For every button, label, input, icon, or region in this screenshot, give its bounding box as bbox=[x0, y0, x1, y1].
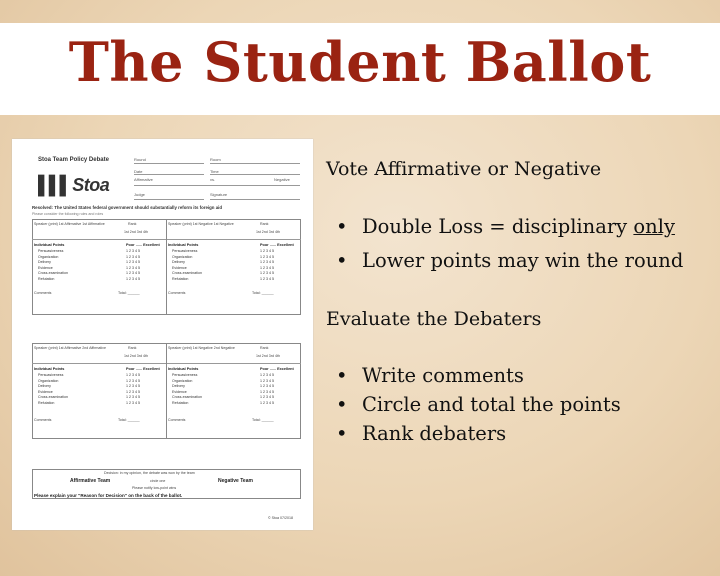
bullet-text: Rank debaters bbox=[362, 422, 507, 445]
bullet-marker: • bbox=[336, 215, 348, 238]
speaker-1a: Speaker (print) 1st Affirmative 1st Affirmative bbox=[34, 222, 105, 226]
rank-2n: Rank bbox=[260, 346, 269, 350]
field-negative: Negative bbox=[274, 177, 290, 182]
rank-values-2a: 1st 2nd 3rd 4th bbox=[124, 354, 148, 358]
comments-2: Comments bbox=[168, 291, 186, 295]
bullet-write-comments bbox=[336, 364, 524, 387]
bullet-text: Write comments bbox=[362, 364, 524, 387]
bullet-circle-points bbox=[336, 393, 621, 416]
resolution: Resolved: The United States federal government should substantially reform its foreign aid bbox=[32, 205, 223, 210]
section2-heading: Evaluate the Debaters bbox=[326, 308, 542, 330]
bullet-double-loss bbox=[336, 215, 675, 238]
field-judge: Judge bbox=[134, 192, 145, 197]
bullet-text: Lower points may win the round bbox=[362, 249, 684, 272]
points-header-3: Individual Points bbox=[34, 367, 65, 371]
neg-team: Negative Team bbox=[218, 478, 253, 484]
ballot-footer: © Stoa 07/2018 bbox=[268, 516, 294, 520]
ballot-image bbox=[12, 139, 313, 530]
bullet-marker: • bbox=[336, 364, 348, 387]
circle-one: circle one bbox=[150, 479, 166, 483]
rank-values-2n: 1st 2nd 3rd 4th bbox=[256, 354, 280, 358]
scale-list-1: 1 2 3 4 5 1 2 3 4 5 1 2 3 4 5 1 2 3 4 5 1 2 3 4 5 1 2 3 4 5 bbox=[126, 249, 140, 281]
stoa-logo-text: Stoa bbox=[72, 175, 110, 195]
field-vs: vs. bbox=[210, 177, 216, 182]
scale-header-2: Poor ...... Excellent bbox=[260, 243, 294, 247]
bullet-text: Double Loss = disciplinary bbox=[362, 215, 634, 238]
stoa-logo bbox=[38, 175, 109, 196]
slide-title: The Student Ballot bbox=[68, 30, 652, 94]
field-room: Room bbox=[210, 157, 221, 162]
criteria-list-3: Persuasiveness Organization Delivery Evidence Cross-examination Refutation bbox=[38, 373, 68, 405]
bullet-marker: • bbox=[336, 393, 348, 416]
field-affirmative: Affirmative bbox=[134, 177, 153, 182]
criteria-list-1: Persuasiveness Organization Delivery Evidence Cross-examination Refutation bbox=[38, 249, 68, 281]
rank-values-1a: 1st 2nd 3rd 4th bbox=[124, 230, 148, 234]
points-header-4: Individual Points bbox=[168, 367, 199, 371]
bullet-emphasis: only bbox=[633, 215, 675, 238]
explain-line: Please explain your "Reason for Decision" on the back of the ballot. bbox=[34, 493, 183, 498]
field-time: Time bbox=[210, 169, 219, 174]
scale-list-3: 1 2 3 4 5 1 2 3 4 5 1 2 3 4 5 1 2 3 4 5 1 2 3 4 5 1 2 3 4 5 bbox=[126, 373, 140, 405]
criteria-list-2: Persuasiveness Organization Delivery Evidence Cross-examination Refutation bbox=[172, 249, 202, 281]
points-header-1: Individual Points bbox=[34, 243, 65, 247]
scale-header-3: Poor ...... Excellent bbox=[126, 367, 160, 371]
scale-header-4: Poor ...... Excellent bbox=[260, 367, 294, 371]
speaker-2n: Speaker (print) 1st Negative 2nd Negative bbox=[168, 346, 235, 350]
section1-heading: Vote Affirmative or Negative bbox=[326, 158, 602, 180]
bullet-text: Circle and total the points bbox=[362, 393, 621, 416]
bullet-rank-debaters bbox=[336, 422, 506, 445]
total-3: Total: ______ bbox=[118, 418, 140, 422]
rank-2a: Rank bbox=[128, 346, 137, 350]
bullet-marker: • bbox=[336, 422, 348, 445]
bullet-marker: • bbox=[336, 249, 348, 272]
speaker-1n: Speaker (print) 1st Negative 1st Negative bbox=[168, 222, 234, 226]
scale-list-2: 1 2 3 4 5 1 2 3 4 5 1 2 3 4 5 1 2 3 4 5 1 2 3 4 5 1 2 3 4 5 bbox=[260, 249, 274, 281]
scale-header-1: Poor ...... Excellent bbox=[126, 243, 160, 247]
rank-1n: Rank bbox=[260, 222, 269, 226]
rank-values-1n: 1st 2nd 3rd 4th bbox=[256, 230, 280, 234]
ballot-header: Stoa Team Policy Debate bbox=[38, 157, 109, 163]
field-date: Date bbox=[134, 169, 143, 174]
field-round: Round bbox=[134, 157, 146, 162]
total-1: Total: ______ bbox=[118, 291, 140, 295]
scale-list-4: 1 2 3 4 5 1 2 3 4 5 1 2 3 4 5 1 2 3 4 5 1 2 3 4 5 1 2 3 4 5 bbox=[260, 373, 274, 405]
comments-4: Comments bbox=[168, 418, 186, 422]
total-4: Total: ______ bbox=[252, 418, 274, 422]
points-header-2: Individual Points bbox=[168, 243, 199, 247]
rank-1a: Rank bbox=[128, 222, 137, 226]
field-signature: Signature bbox=[210, 192, 228, 197]
please-note: Please notify low-point wins bbox=[132, 486, 177, 490]
comments-1: Comments bbox=[34, 291, 52, 295]
bullet-lower-points bbox=[336, 249, 683, 272]
criteria-list-4: Persuasiveness Organization Delivery Evidence Cross-examination Refutation bbox=[172, 373, 202, 405]
resolution-sub: Please consider the following rules and roles bbox=[32, 212, 104, 216]
stoa-logo-icon: ▌▌▌ bbox=[38, 175, 71, 195]
aff-team: Affirmative Team bbox=[70, 478, 111, 484]
decision-line: Decision: in my opinion, the debate was won by the team bbox=[104, 471, 195, 475]
total-2: Total: ______ bbox=[252, 291, 274, 295]
speaker-2a: Speaker (print) 1st Affirmative 2nd Affirmative bbox=[34, 346, 106, 350]
comments-3: Comments bbox=[34, 418, 52, 422]
